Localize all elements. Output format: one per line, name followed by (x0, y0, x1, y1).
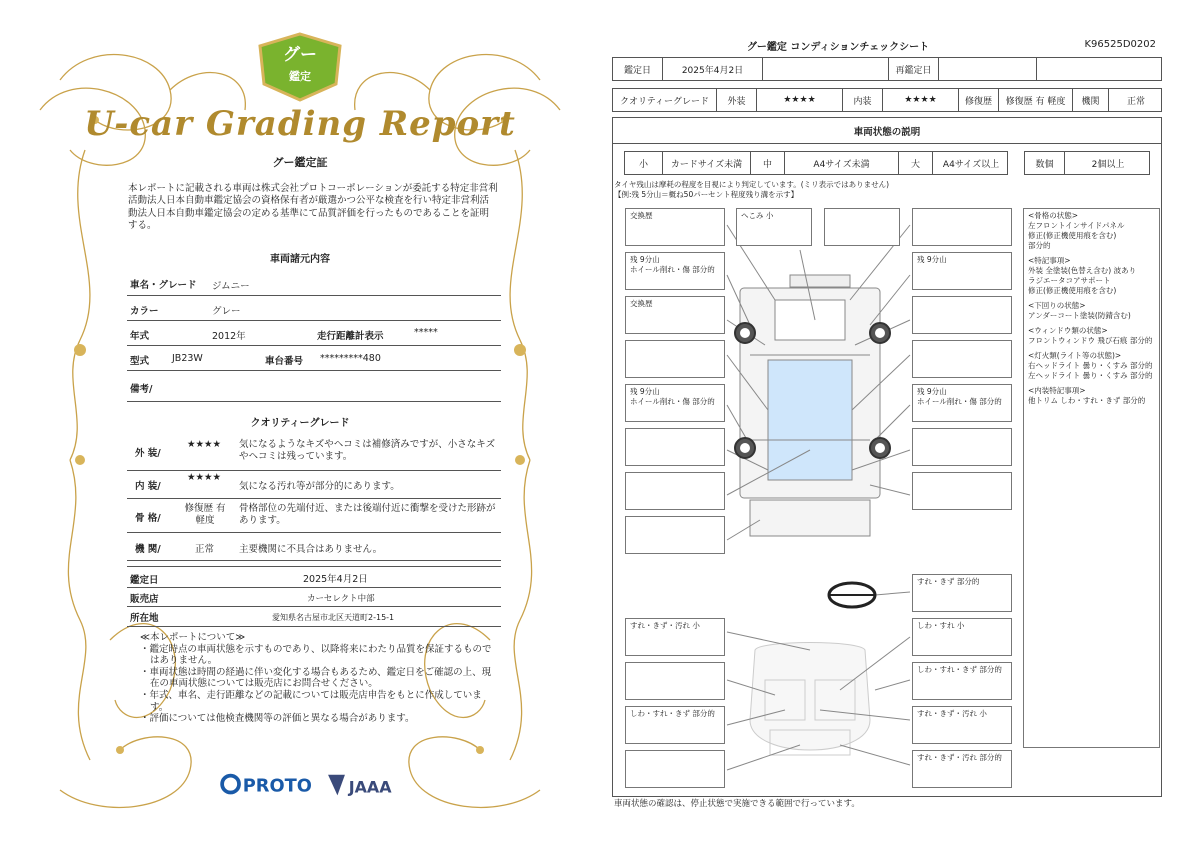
condition-summary: <骨格の状態> 左フロントインサイドパネル 修正(修正機使用痕を含む) 部分的 <特記事項> 外装 全塗装(色替え含む) 波あり ラジエータコアサポート 修正(修正機使用痕を含む) <下回りの状態> アンダーコート塗装(防錆含む) <ウィンドウ類の状態> フロントウィンドウ 飛び石痕 部分的 <灯火類(ライト等の状態)> 右ヘッドライト 曇り・くすみ 部分的 左ヘッドライト 曇り・くすみ 部分的 <内装特記事項> 他トリム しわ・すれ・きず 部分的 (1023, 208, 1160, 748)
quality-row: クオリティーグレード 外装 ★★★★ 内装 ★★★★ 修復歴 修復歴 有 軽度 機関 正常 (612, 88, 1162, 112)
certificate-statement: 本レポートに記載される車両は株式会社プロトコーポレーションが委託する特定非営利活動法人日本自動車鑑定協会の資格保有者が厳選かつ公平な検査を行い特定非営利活動法人日本自動車鑑定協会の定める基準にて品質評価を行ったものであることを証明する。 (128, 183, 498, 232)
document-id: K96525D0202 (1084, 39, 1156, 50)
label-box-dent: へこみ 小 (736, 208, 812, 246)
svg-text:JAAA: JAAA (348, 777, 392, 797)
spec-row-model: 車名・グレード ジムニー (127, 272, 501, 296)
partner-logos (214, 770, 414, 800)
label-box-empty (912, 296, 1012, 334)
label-box-empty (625, 428, 725, 466)
condition-check-sheet (600, 0, 1200, 848)
label-box-empty (912, 472, 1012, 510)
goo-kantei-badge-icon (260, 34, 340, 100)
label-box-console: すれ・きず・汚れ 小 (912, 706, 1012, 744)
label-box-empty (912, 428, 1012, 466)
label-box-tire-rr: 残 9分山 ホイール削れ・傷 部分的 (912, 384, 1012, 422)
quality-row-interior: 内 装/ ★★★★ 気になる汚れ等が部分的にあります。 (127, 471, 501, 499)
label-box-steering: すれ・きず 部分的 (912, 574, 1012, 612)
svg-text:グー: グー (283, 45, 317, 65)
proto-logo-icon (222, 776, 312, 797)
spec-row-remarks: 備考/ (127, 372, 501, 402)
label-box-empty (824, 208, 900, 246)
quality-row-frame: 骨 格/ 修復歴 有 軽度 骨格部位の先端付近、または後端付近に衝撃を受けた形跡があります。 (127, 499, 501, 533)
info-row-address: 所在地 愛知県名古屋市北区天道町2-15-1 (127, 607, 501, 627)
label-box-empty (625, 662, 725, 700)
svg-text:PROTO: PROTO (242, 775, 312, 797)
label-box-empty (912, 208, 1012, 246)
quality-row-engine: 機 関/ 正常 主要機関に不具合はありません。 (127, 533, 501, 561)
quality-row-exterior: 外 装/ ★★★★ 気になるようなキズやヘコミは補修済みですが、小さなキズやヘコミは残っています。 (127, 433, 501, 471)
label-box-seat-front-r: しわ・すれ 小 (912, 618, 1012, 656)
info-row-store: 販売店 カーセレクト中部 (127, 588, 501, 607)
label-box-empty (912, 340, 1012, 378)
sheet-title: グー鑑定 コンディションチェックシート (746, 42, 930, 53)
info-row-date: 鑑定日 2025年4月2日 (127, 566, 501, 588)
date-row: 鑑定日 2025年4月2日 再鑑定日 (612, 57, 1162, 81)
label-box-replacement-2: 交換歴 (625, 296, 725, 334)
size-legend: 小 カードサイズ未満 中 A4サイズ未満 大 A4サイズ以上 (624, 151, 1008, 175)
label-box-rear-seat: すれ・きず・汚れ 部分的 (912, 750, 1012, 788)
label-box-tire-fr: 残 9分山 (912, 252, 1012, 290)
svg-text:鑑定: 鑑定 (289, 70, 311, 83)
label-box-seat-side: しわ・すれ・きず 部分的 (912, 662, 1012, 700)
label-box-dashboard: すれ・きず・汚れ 小 (625, 618, 725, 656)
steering-wheel-icon (829, 583, 875, 607)
spec-heading: 車両諸元内容 (270, 254, 330, 265)
label-box-tire-rl: 残 9分山 ホイール削れ・傷 部分的 (625, 384, 725, 422)
label-box-empty (625, 516, 725, 554)
tire-note: タイヤ残山は摩耗の程度を目視により判定しています。(ミリ表示ではありません) 【例:残 5分山＝概ね50パーセント程度残り溝を示す】 (614, 180, 890, 199)
count-legend: 数個 2個以上 (1024, 151, 1150, 175)
label-box-tire-fl: 残 9分山 ホイール削れ・傷 部分的 (625, 252, 725, 290)
label-box-seat-front-l: しわ・すれ・きず 部分的 (625, 706, 725, 744)
sheet-footer: 車両状態の確認は、停止状態で実施できる範囲で行っています。 (614, 799, 860, 809)
jaaa-logo-icon (328, 775, 392, 797)
label-box-empty (625, 340, 725, 378)
spec-row-color: カラー グレー (127, 297, 501, 321)
label-box-replacement: 交換歴 (625, 208, 725, 246)
state-heading: 車両状態の説明 (613, 118, 1161, 144)
certificate-subtitle: グー鑑定証 (272, 156, 328, 169)
spec-row-year: 年式 2012年 走行距離計表示 ***** (127, 322, 501, 346)
report-title: U-car Grading Report (84, 104, 516, 144)
spec-row-type: 型式 JB23W 車台番号 *********480 (127, 347, 501, 371)
label-box-empty (625, 750, 725, 788)
label-box-empty (625, 472, 725, 510)
report-notes: ≪本レポートについて≫ ・鑑定時点の車両状態を示すものであり、以降将来にわたり品質を保証するものではありません。 ・車両状態は時間の経過に伴い変化する場合もあるため、鑑定日をご確認の上、現在の車両状態については販売店にお問合せください。 ・年式、車名、走行距離などの記載については販売店申告をもとに作成しています。 ・評価については他検査機関等の評価と異なる場合があります。 (140, 632, 492, 725)
quality-heading: クオリティーグレード (250, 418, 350, 429)
